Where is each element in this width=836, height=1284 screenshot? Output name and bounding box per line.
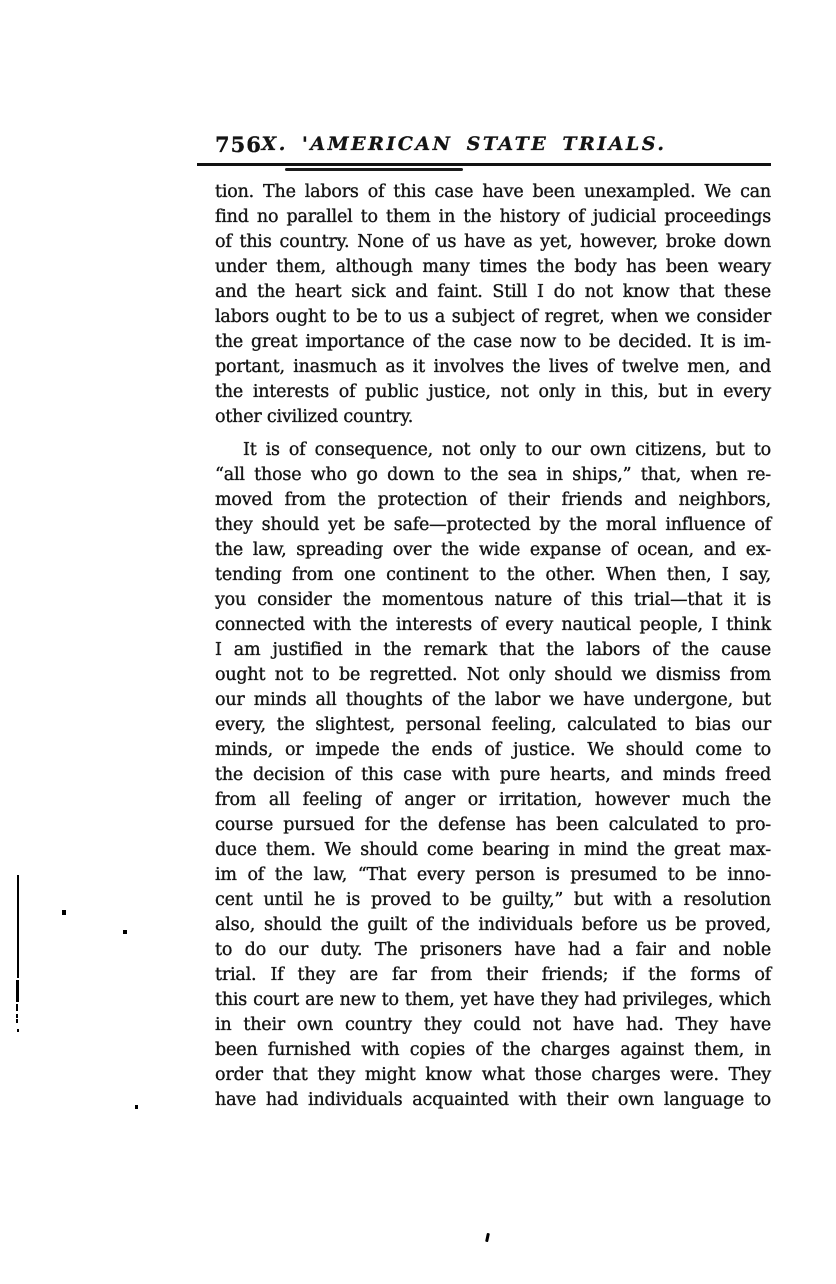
margin-dot-mark xyxy=(16,1019,18,1023)
text-line: other civilized country. xyxy=(215,407,414,427)
text-line: also, should the guilt of the individuals before us be proved, xyxy=(215,915,771,935)
text-line: portant, inasmuch as it involves the lives of twelve men, and xyxy=(215,357,771,377)
text-line: our minds all thoughts of the labor we have undergone, but xyxy=(215,690,771,710)
text-line: course pursued for the defense has been calculated to pro- xyxy=(215,815,771,835)
page-body xyxy=(215,180,771,1113)
paragraph xyxy=(215,180,771,430)
text-line: they should yet be safe—protected by the moral influence of xyxy=(215,515,771,535)
header-rule xyxy=(197,163,771,166)
text-line: the decision of this case with pure hearts, and minds freed xyxy=(215,765,771,785)
margin-speck-mark xyxy=(123,930,127,934)
text-line: the interests of public justice, not only in this, but in every xyxy=(215,382,771,402)
paragraph xyxy=(215,438,771,1113)
text-line: the great importance of the case now to be decided. It is im- xyxy=(215,332,771,352)
margin-dot-mark xyxy=(16,1014,18,1018)
text-line: find no parallel to them in the history of judicial proceedings xyxy=(215,207,771,227)
text-line: and the heart sick and faint. Still I do not know that these xyxy=(215,282,771,302)
text-line: im of the law, “That every person is presumed to be inno- xyxy=(215,865,771,885)
text-line: the law, spreading over the wide expanse of ocean, and ex- xyxy=(215,540,771,560)
text-line: have had individuals acquainted with their own language to xyxy=(215,1090,771,1110)
text-line: connected with the interests of every nautical people, I think xyxy=(215,615,771,635)
text-line: I am justified in the remark that the labors of the cause xyxy=(215,640,771,660)
text-line: trial. If they are far from their friends; if the forms of xyxy=(215,965,771,985)
margin-dot-mark xyxy=(135,1105,138,1109)
text-line: order that they might know what those charges were. They xyxy=(215,1065,771,1085)
text-line: this court are new to them, yet have they had privileges, which xyxy=(215,990,771,1010)
text-line: tion. The labors of this case have been unexampled. We can xyxy=(215,182,771,202)
text-line: been furnished with copies of the charges against them, in xyxy=(215,1040,771,1060)
text-line: cent until he is proved to be guilty,” but with a resolution xyxy=(215,890,771,910)
text-line: you consider the momentous nature of this trial—that it is xyxy=(215,590,771,610)
page-header xyxy=(197,130,771,164)
margin-line-mark xyxy=(16,980,19,1002)
text-line: It is of consequence, not only to our own citizens, but to xyxy=(243,440,771,460)
text-line: “all those who go down to the sea in ships,” that, when re- xyxy=(215,465,771,485)
header-rule-smudge xyxy=(285,168,463,171)
margin-speck-mark xyxy=(62,910,66,915)
margin-line-mark xyxy=(17,875,19,978)
text-line: ought not to be regretted. Not only should we dismiss from xyxy=(215,665,771,685)
text-line: every, the slightest, personal feeling, calculated to bias our xyxy=(215,715,771,735)
margin-dash-mark xyxy=(16,1004,18,1011)
text-line: tending from one continent to the other. When then, I say, xyxy=(215,565,771,585)
text-line: duce them. We should come bearing in mind the great max- xyxy=(215,840,771,860)
text-line: in their own country they could not have had. They have xyxy=(215,1015,771,1035)
running-title: X. 'AMERICAN STATE TRIALS. xyxy=(261,133,667,155)
text-line: from all feeling of anger or irritation, however much the xyxy=(215,790,771,810)
margin-dot-mark xyxy=(17,1029,19,1032)
text-line: of this country. None of us have as yet, however, broke down xyxy=(215,232,771,252)
text-line: minds, or impede the ends of justice. We should come to xyxy=(215,740,771,760)
text-line: moved from the protection of their friends and neighbors, xyxy=(215,490,771,510)
page-number: 756 xyxy=(215,132,262,157)
text-line: to do our duty. The prisoners have had a fair and noble xyxy=(215,940,771,960)
stray-ink-mark xyxy=(485,1233,490,1242)
text-line: under them, although many times the body has been weary xyxy=(215,257,771,277)
text-line: labors ought to be to us a subject of regret, when we consider xyxy=(215,307,771,327)
